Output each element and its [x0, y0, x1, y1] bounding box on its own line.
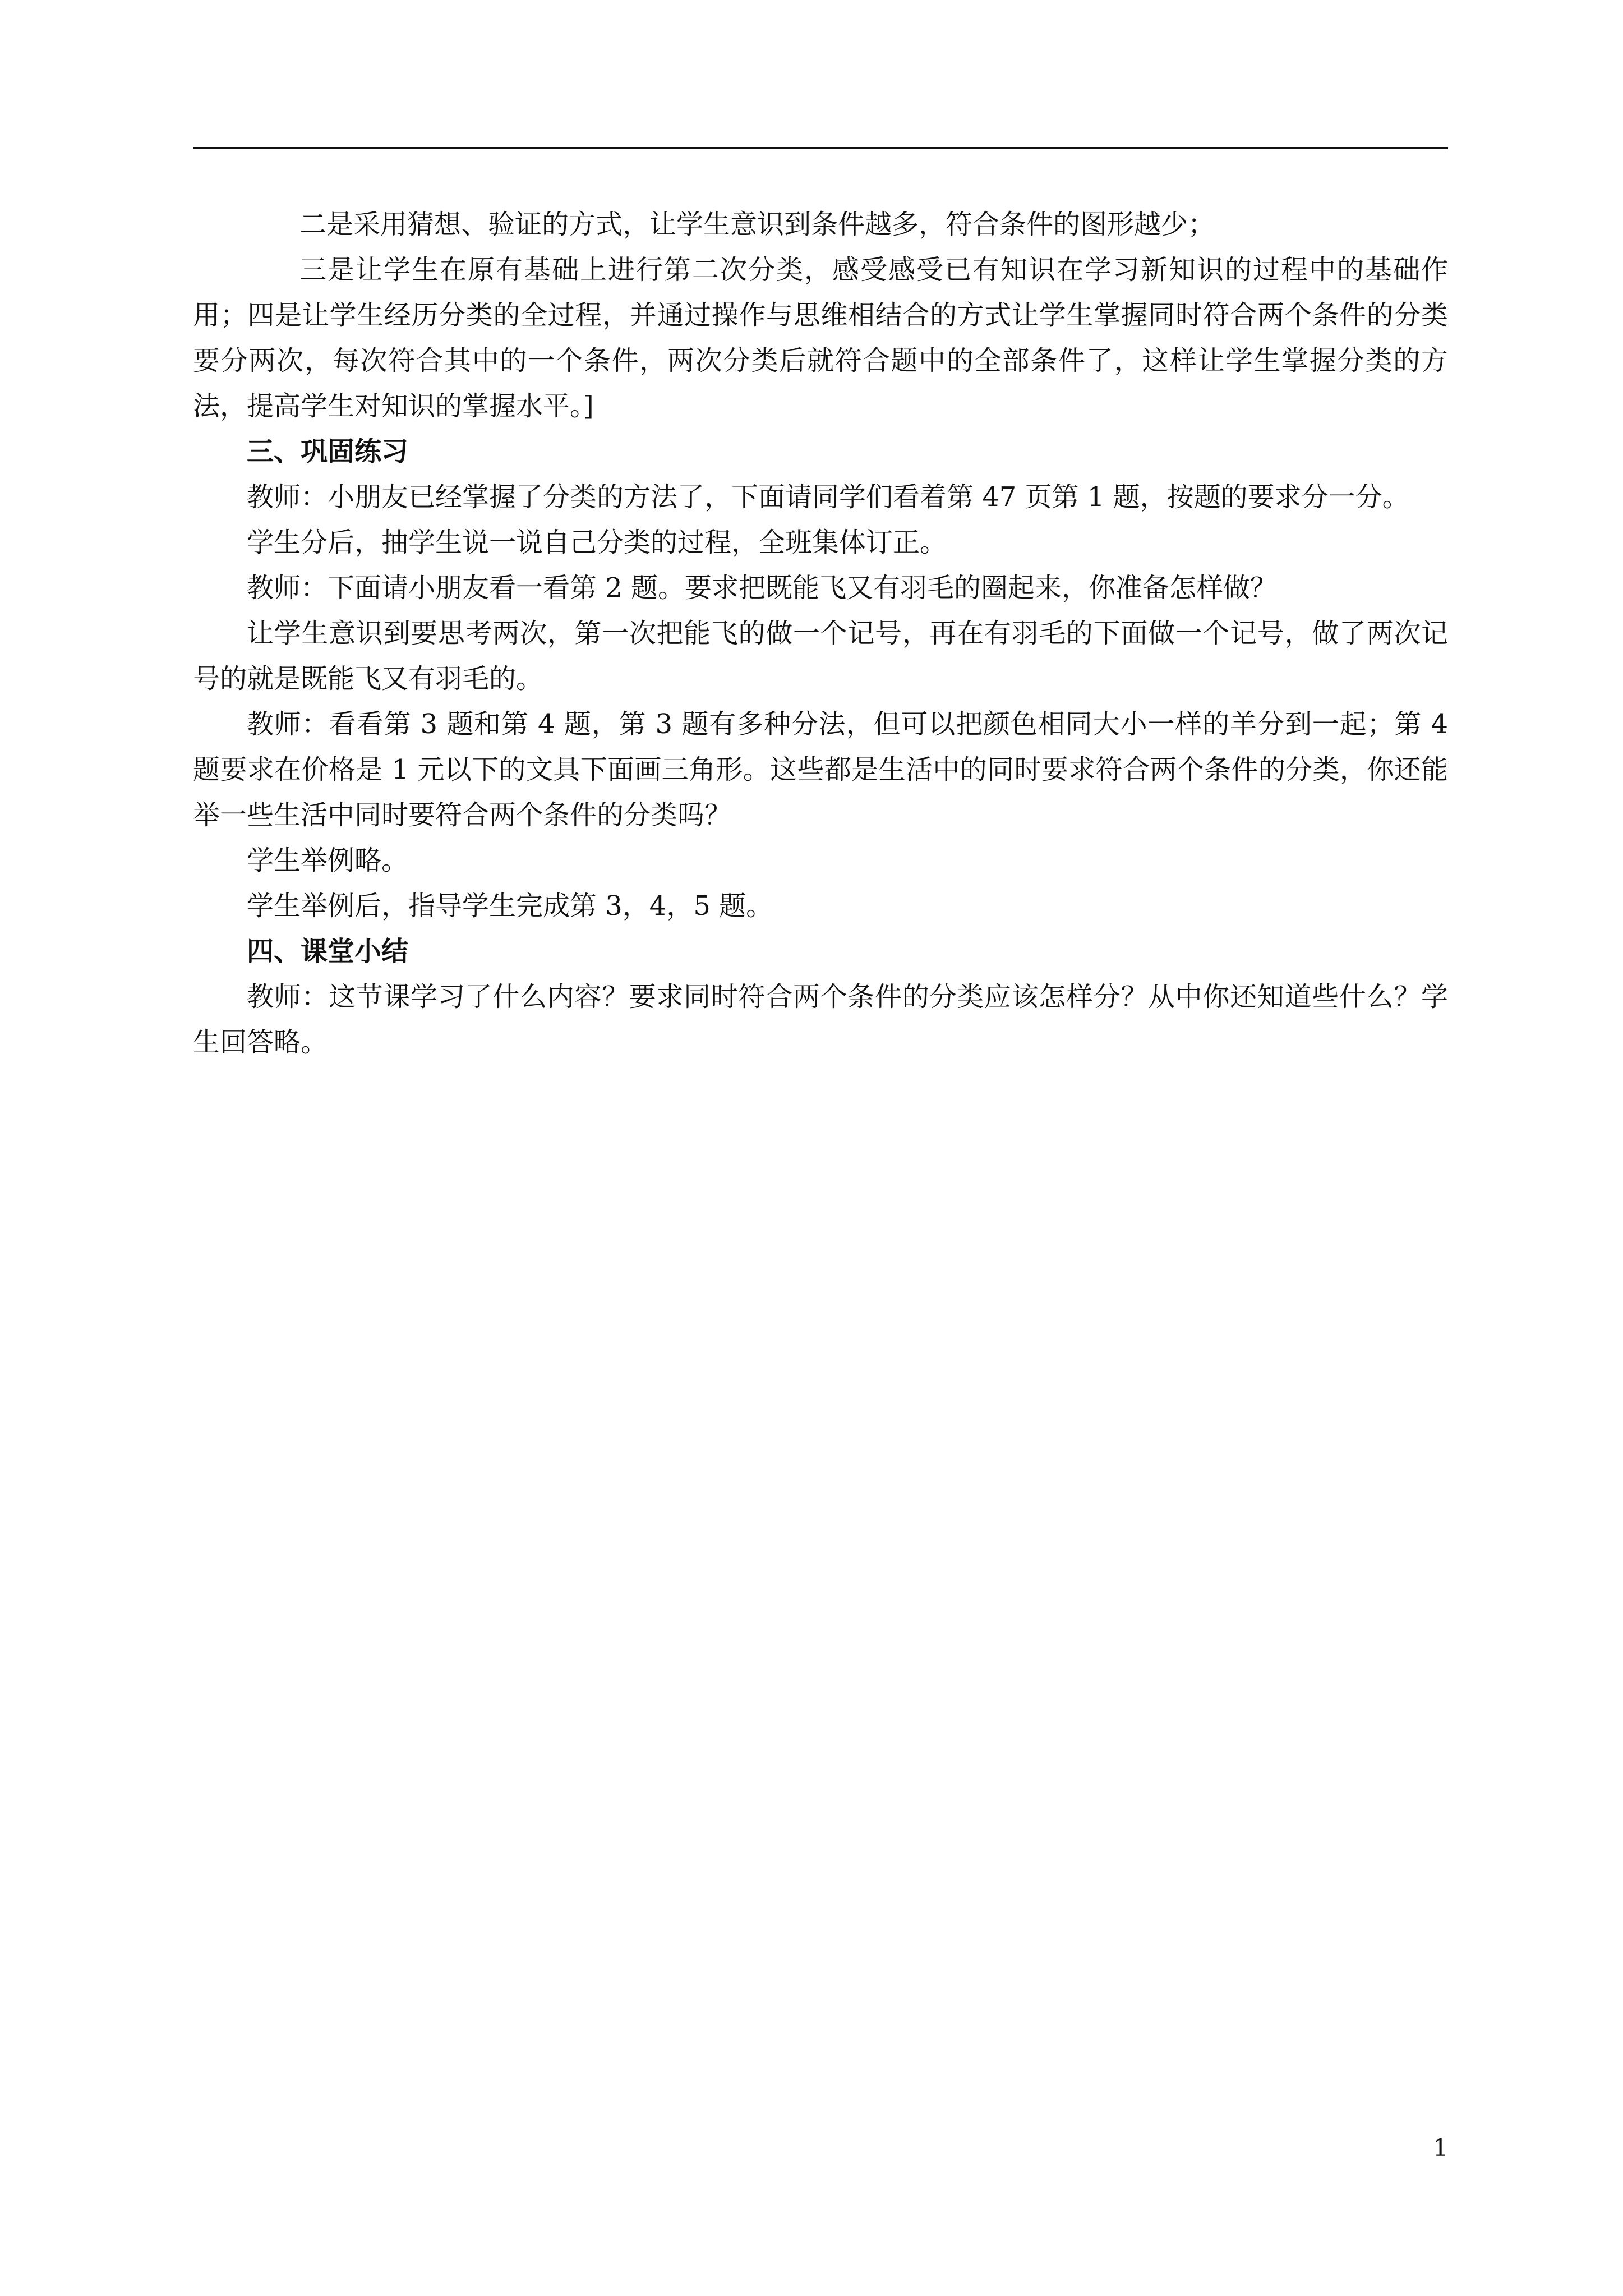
page-number: 1	[1433, 2134, 1448, 2161]
document-body	[193, 202, 1457, 1065]
paragraph-student-examples: 学生举例略。	[247, 845, 409, 876]
paragraph-teacher-exercise-3-4: 教师：看看第 3 题和第 4 题，第 3 题有多种分法，但可以把颜色相同大小一样的羊分到一起；第 4 题要求在价格是 1 元以下的文具下面画三角形。这些都是生活中的同时要求符合两个条件的分类，你还能举一些生活中同时要符合两个条件的分类吗？	[193, 708, 1457, 831]
paragraph-think-twice: 让学生意识到要思考两次，第一次把能飞的做一个记号，再在有羽毛的下面做一个记号，做了两次记号的就是既能飞又有羽毛的。	[193, 618, 1448, 694]
paragraph-summary-question: 教师：这节课学习了什么内容？要求同时符合两个条件的分类应该怎样分？从中你还知道些什么？学生回答略。	[193, 981, 1448, 1058]
paragraph-teacher-exercise-1: 教师：小朋友已经掌握了分类的方法了，下面请同学们看着第 47 页第 1 题，按题的要求分一分。	[247, 481, 1409, 513]
paragraph-teacher-exercise-2: 教师：下面请小朋友看一看第 2 题。要求把既能飞又有羽毛的圈起来，你准备怎样做？	[247, 572, 1278, 604]
paragraph-second-classification: 三是让学生在原有基础上进行第二次分类，感受感受已有知识在学习新知识的过程中的基础作用；四是让学生经历分类的全过程，并通过操作与思维相结合的方式让学生掌握同时符合两个条件的分类要分两次，每次符合其中的一个条件，两次分类后就符合题中的全部条件了，这样让学生掌握分类的方法，提高学生对知识的掌握水平。]	[193, 254, 1448, 422]
section-heading-summary: 四、课堂小结	[247, 936, 409, 967]
header-rule	[193, 147, 1448, 149]
section-heading-practice: 三、巩固练习	[247, 436, 409, 467]
paragraph-complete-exercises: 学生举例后，指导学生完成第 3，4，5 题。	[247, 890, 773, 922]
paragraph-student-correction: 学生分后，抽学生说一说自己分类的过程，全班集体订正。	[247, 527, 947, 558]
paragraph-guess-verify: 二是采用猜想、验证的方式，让学生意识到条件越多，符合条件的图形越少；	[299, 209, 1215, 240]
